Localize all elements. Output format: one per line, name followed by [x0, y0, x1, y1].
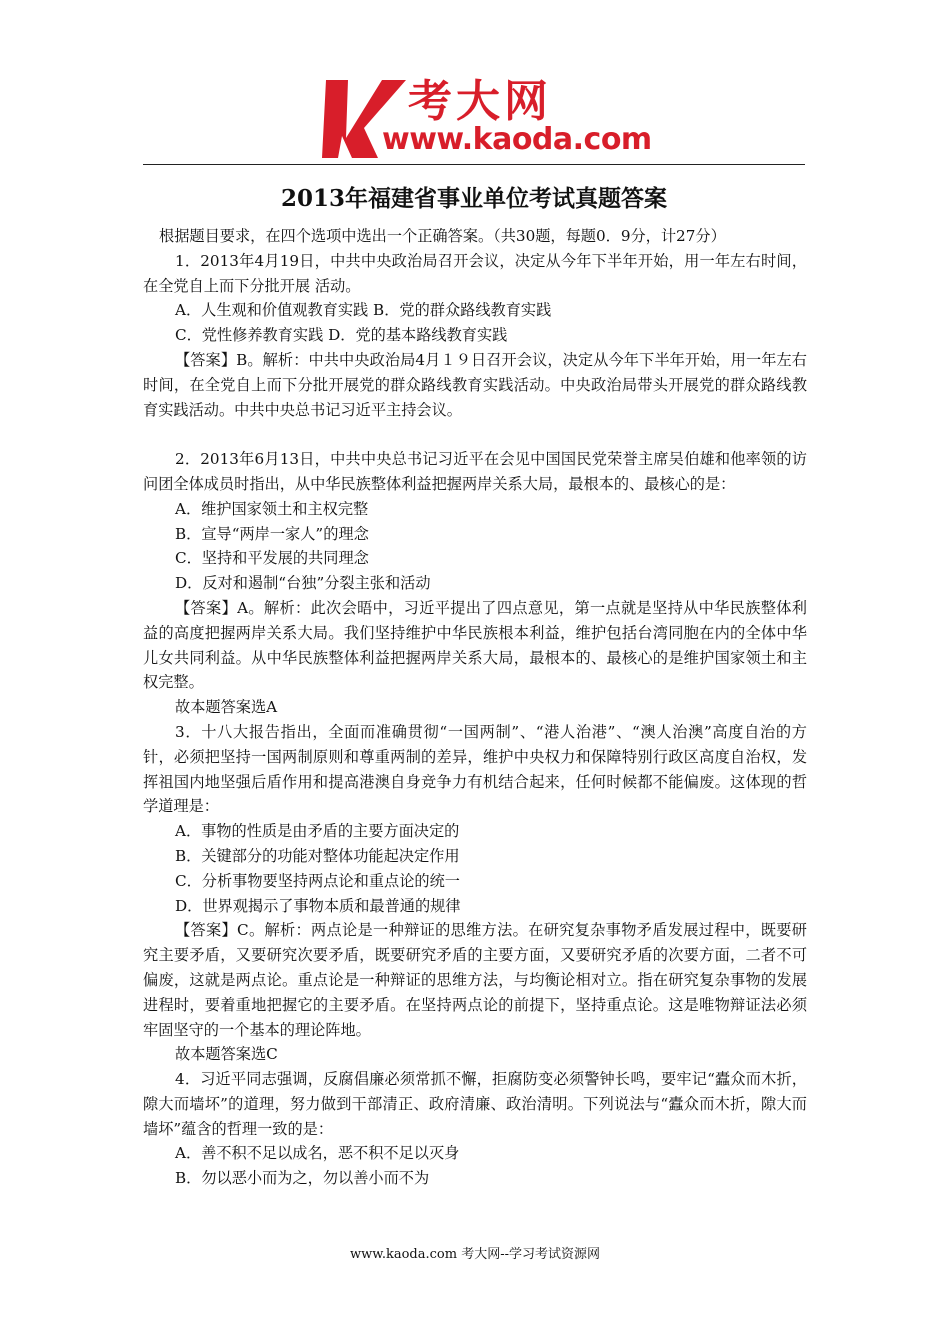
question-2-answer: 【答案】A。解析：此次会晤中，习近平提出了四点意见，第一点就是坚持从中华民族整体利益的高度把握两岸关系大局。我们坚持维护中华民族根本利益，维护包括台湾同胞在内的全体中华儿女共同利益。从中华民族整体利益把握两岸关系大局，最根本的、最核心的是维护国家领土和主权完整。: [143, 598, 807, 692]
question-4-stem: 4．习近平同志强调，反腐倡廉必须常抓不懈，拒腐防变必须警钟长鸣，要牢记“蠹众而木折，隙大而墙坏”的道理，努力做到干部清正、政府清廉、政治清明。下列说法与“蠹众而木折，隙大而墙坏”蕴含的哲理一致的是：: [143, 1070, 807, 1138]
question-3-option: A．事物的性质是由矛盾的主要方面决定的: [175, 822, 460, 841]
question-3-conclusion: 故本题答案选C: [175, 1045, 278, 1064]
question-3-answer: 【答案】C。解析：两点论是一种辩证的思维方法。在研究复杂事物矛盾发展过程中，既要研究主要矛盾，又要研究次要矛盾，既要研究矛盾的主要方面，又要研究矛盾的次要方面，二者不可偏废，这就是两点论。重点论是一种辩证的思维方法，与均衡论相对立。指在研究复杂事物的发展进程时，要着重地把握它的主要矛盾。在坚持两点论的前提下，坚持重点论。这是唯物辩证法必须牢固坚守的一个基本的理论阵地。: [143, 921, 807, 1039]
logo-url-text: www.kaoda.com: [382, 122, 652, 157]
question-1-option-line: A．人生观和价值观教育实践 B．党的群众路线教育实践: [175, 301, 552, 320]
intro-text: 根据题目要求，在四个选项中选出一个正确答案。（共30题，每题0．9分，计27分）: [159, 227, 726, 245]
question-3-stem: 3．十八大报告指出，全面而准确贯彻“一国两制”、“港人治港”、“澳人治澳”高度自治的方针，必须把坚持一国两制原则和尊重两制的差异，维护中央权力和保障特别行政区高度自治权，发挥祖国内地坚强后盾作用和提高港澳自身竞争力有机结合起来，任何时候都不能偏废。这体现的哲学道理是：: [143, 722, 807, 816]
page-footer: www.kaoda.com 考大网--学习考试资源网: [350, 1247, 600, 1262]
page-title: 2013年福建省事业单位考试真题答案: [280, 185, 667, 212]
question-2-conclusion: 故本题答案选A: [175, 698, 278, 717]
question-1-option-line: C．党性修养教育实践 D．党的基本路线教育实践: [175, 326, 508, 345]
question-1-stem: 1．2013年4月19日，中共中央政治局召开会议，决定从今年下半年开始，用一年左右时间，在全党自上而下分批开展 活动。: [143, 251, 807, 295]
question-4-option: A．善不积不足以成名，恶不积不足以灭身: [175, 1144, 460, 1163]
header-divider: [143, 164, 805, 165]
question-3-option: C．分析事物要坚持两点论和重点论的统一: [175, 871, 460, 890]
logo-chinese-text: 考大网: [408, 76, 552, 127]
question-2-option: D．反对和遏制“台独”分裂主张和活动: [175, 574, 431, 593]
question-1-answer: 【答案】B。解析：中共中央政治局4月１９日召开会议，决定从今年下半年开始，用一年左右时间，在全党自上而下分批开展党的群众路线教育实践活动。中央政治局带头开展党的群众路线教育实践活动。中共中央总书记习近平主持会议。: [143, 350, 807, 419]
document-body: [143, 224, 807, 1191]
question-3-option: D．世界观揭示了事物本质和最普通的规律: [175, 896, 461, 915]
question-2-option: C．坚持和平发展的共同理念: [175, 549, 369, 568]
kaoda-logo: [322, 76, 652, 160]
question-2-option: B．宣导“两岸一家人”的理念: [175, 524, 369, 543]
question-2-stem: 2．2013年6月13日，中共中央总书记习近平在会见中国国民党荣誉主席吴伯雄和他率领的访问团全体成员时指出，从中华民族整体利益把握两岸关系大局，最根本的、最核心的是：: [143, 450, 807, 493]
question-2-option: A．维护国家领土和主权完整: [175, 499, 369, 518]
question-3-option: B．关键部分的功能对整体功能起决定作用: [175, 846, 460, 865]
question-4-option: B．勿以恶小而为之，勿以善小而不为: [175, 1169, 430, 1188]
